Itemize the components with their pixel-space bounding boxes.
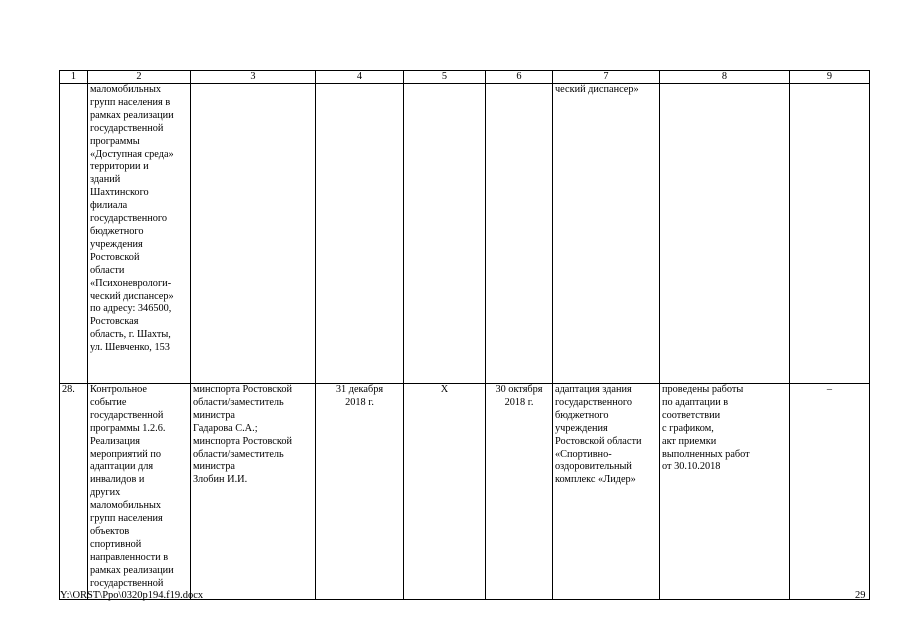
table-cell [486, 84, 553, 384]
table-cell-object: ческий диспансер» [553, 84, 660, 384]
row-number: 28. [60, 384, 88, 600]
document-table [59, 70, 870, 600]
footer-file-path: Y:\ORST\Ppo\0320p194.f19.docx [60, 590, 204, 601]
table-cell [316, 84, 404, 384]
header-cell: 6 [486, 71, 553, 84]
header-cell: 1 [60, 71, 88, 84]
table-cell-responsible: минспорта Ростовской области/заместитель министра Гадарова С.А.; минспорта Ростовской области/заместитель министра Злобин И.И. [191, 384, 316, 600]
header-cell: 2 [88, 71, 191, 84]
table-cell-object: адаптация здания государственного бюджетного учреждения Ростовской области «Спортивно- оздоровительный комплекс «Лидер» [553, 384, 660, 600]
page-number: 29 [855, 590, 866, 601]
table-row [60, 384, 870, 600]
table-cell [404, 84, 486, 384]
table-cell-mark: X [404, 384, 486, 600]
table-cell-description: маломобильных групп населения в рамках реализации государственной программы «Доступная среда» территории и зданий Шахтинского филиала государственного бюджетного учреждения Ростовской области «Психоневрологи- ческий диспансер» по адресу: 346500, Ростовская область, г. Шахты, ул. Шевченко, 153 [88, 84, 191, 384]
table-cell [60, 84, 88, 384]
table-header-row [60, 71, 870, 84]
header-cell: 7 [553, 71, 660, 84]
header-cell: 3 [191, 71, 316, 84]
header-cell: 4 [316, 71, 404, 84]
table-cell-actual-date: 30 октября 2018 г. [486, 384, 553, 600]
table-cell [660, 84, 790, 384]
table-row [60, 84, 870, 384]
table-cell [191, 84, 316, 384]
header-cell: 9 [790, 71, 870, 84]
table-cell-note: – [790, 384, 870, 600]
table-cell [790, 84, 870, 384]
header-cell: 8 [660, 71, 790, 84]
header-cell: 5 [404, 71, 486, 84]
table-cell-planned-date: 31 декабря 2018 г. [316, 384, 404, 600]
table-cell-description: Контрольное событие государственной программы 1.2.6. Реализация мероприятий по адаптации для инвалидов и других маломобильных групп населения объектов спортивной направленности в рамках реализации государственной [88, 384, 191, 600]
table-cell-result: проведены работы по адаптации в соответствии с графиком, акт приемки выполненных работ от 30.10.2018 [660, 384, 790, 600]
